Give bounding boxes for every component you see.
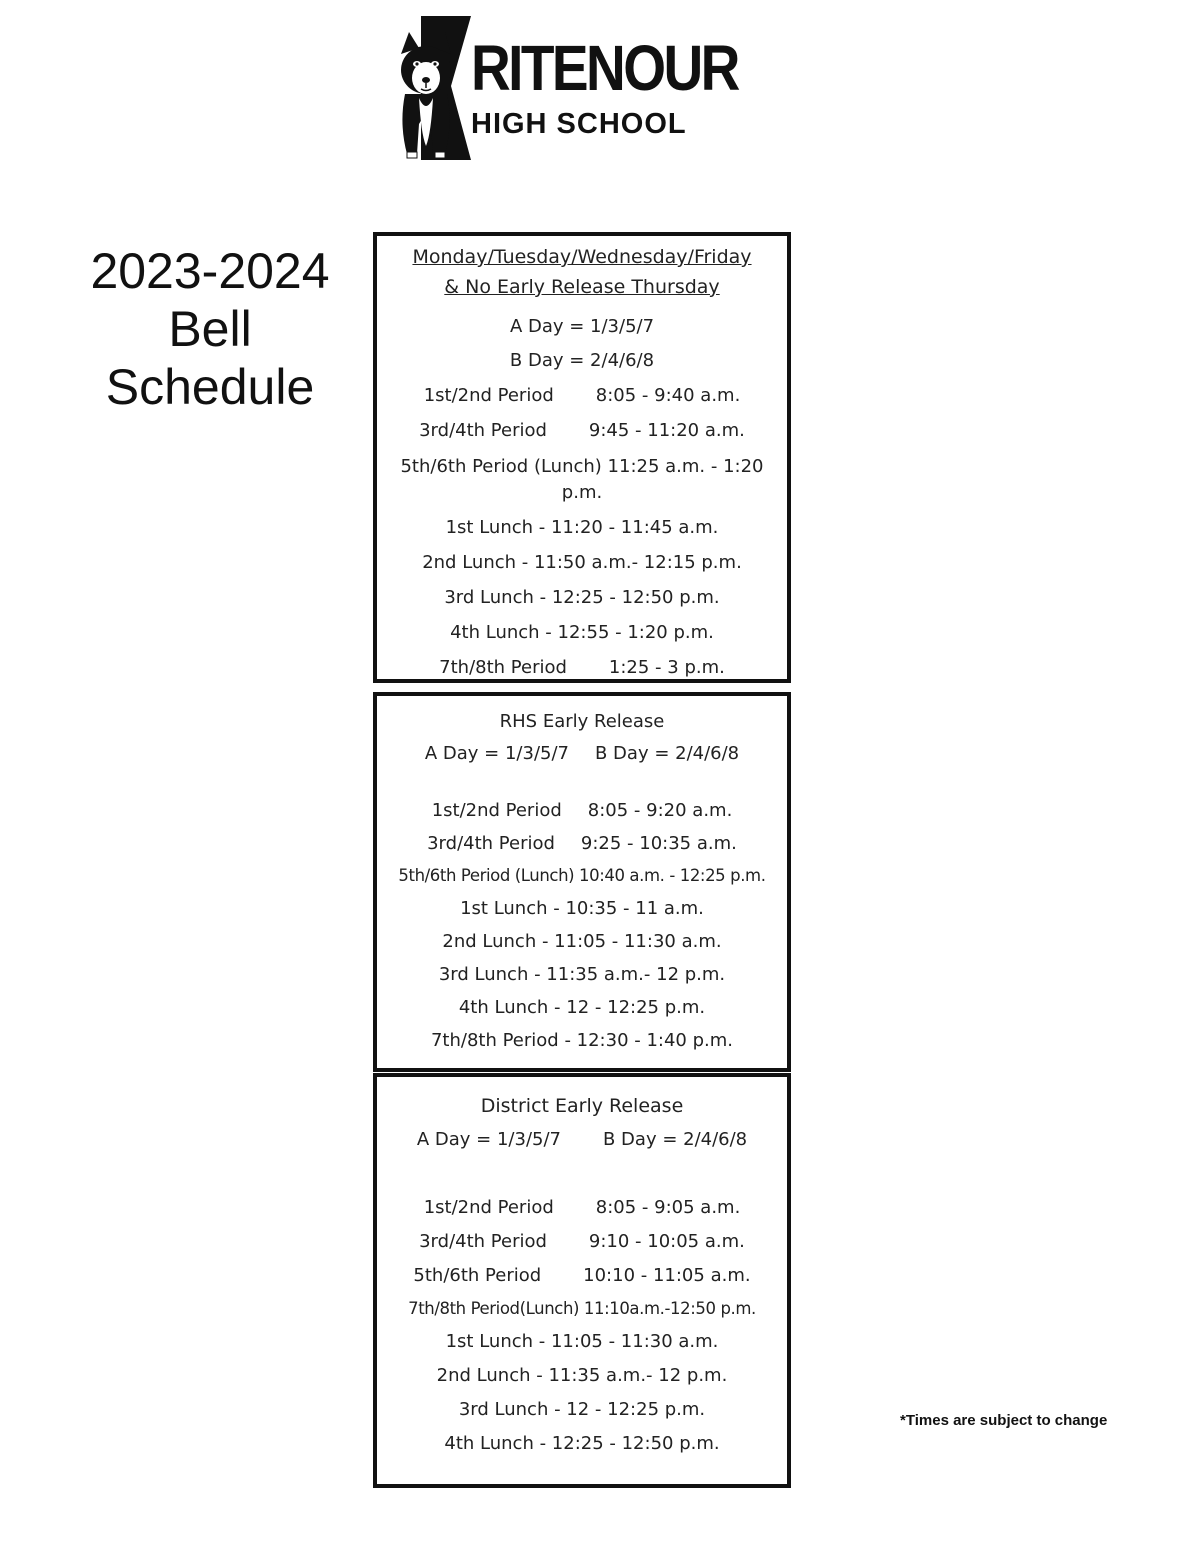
rhs-lunch-4: 4th Lunch - 12 - 12:25 p.m. — [458, 997, 706, 1018]
rhs-day-row — [377, 738, 787, 770]
rhs-period-row — [377, 827, 787, 860]
regular-lunch-1: 1st Lunch - 11:20 - 11:45 a.m. — [445, 517, 719, 538]
page-title — [60, 242, 360, 416]
district-lunch-period: 7th/8th Period(Lunch) 11:10a.m.-12:50 p.m. — [408, 1299, 756, 1318]
regular-lunch-3: 3rd Lunch - 12:25 - 12:50 p.m. — [444, 587, 720, 608]
district-b-day: B Day = 2/4/6/8 — [602, 1129, 748, 1150]
period-time: 10:10 - 11:05 a.m. — [583, 1265, 751, 1286]
title-schedule: Schedule — [105, 359, 315, 415]
district-lunch-4: 4th Lunch - 12:25 - 12:50 p.m. — [444, 1433, 720, 1454]
regular-schedule-box — [373, 232, 791, 683]
regular-a-day: A Day = 1/3/5/7 — [509, 316, 655, 337]
title-bell: Bell — [168, 301, 252, 357]
regular-lunch-period: 5th/6th Period (Lunch) 11:25 a.m. - 1:20 p.m. — [400, 456, 764, 503]
rhs-b-day: B Day = 2/4/6/8 — [594, 743, 740, 764]
district-lunch-3: 3rd Lunch - 12 - 12:25 p.m. — [458, 1399, 706, 1420]
regular-period-row — [377, 378, 787, 413]
rhs-a-day: A Day = 1/3/5/7 — [424, 743, 569, 764]
period-label: 3rd/4th Period — [419, 420, 547, 441]
district-heading: District Early Release — [480, 1095, 684, 1117]
rhs-lunch-3: 3rd Lunch - 11:35 a.m.- 12 p.m. — [438, 964, 726, 985]
period-time: 9:25 - 10:35 a.m. — [580, 833, 737, 854]
district-lunch-1: 1st Lunch - 11:05 - 11:30 a.m. — [445, 1331, 719, 1352]
period-label: 5th/6th Period — [413, 1265, 542, 1286]
district-a-day: A Day = 1/3/5/7 — [416, 1129, 561, 1150]
district-lunch-2: 2nd Lunch - 11:35 a.m.- 12 p.m. — [436, 1365, 728, 1386]
regular-lunch-4: 4th Lunch - 12:55 - 1:20 p.m. — [450, 622, 714, 643]
regular-period-row — [377, 413, 787, 448]
district-period-row — [377, 1259, 787, 1293]
rhs-early-release-box — [373, 692, 791, 1072]
period-time: 8:05 - 9:40 a.m. — [595, 385, 741, 406]
period-label: 1st/2nd Period — [423, 385, 554, 406]
rhs-period-row — [377, 794, 787, 827]
period-label: 3rd/4th Period — [419, 1231, 547, 1252]
rhs-lunch-1: 1st Lunch - 10:35 - 11 a.m. — [460, 898, 704, 919]
title-years: 2023-2024 — [90, 243, 330, 299]
rhs-lunch-period: 5th/6th Period (Lunch) 10:40 a.m. - 12:25 p.m. — [398, 866, 766, 885]
regular-lunch-2: 2nd Lunch - 11:50 a.m.- 12:15 p.m. — [422, 552, 742, 573]
district-day-row — [377, 1123, 787, 1157]
regular-heading-days: Monday/Tuesday/Wednesday/Friday — [412, 246, 752, 268]
rhs-heading: RHS Early Release — [499, 711, 665, 732]
regular-heading-thursday: & No Early Release Thursday — [444, 276, 720, 298]
period-time: 9:45 - 11:20 a.m. — [588, 420, 745, 441]
period-time: 8:05 - 9:05 a.m. — [595, 1197, 741, 1218]
period-label: 1st/2nd Period — [423, 1197, 554, 1218]
regular-last-period — [377, 650, 787, 685]
times-subject-to-change-note: *Times are subject to change — [900, 1412, 1108, 1429]
logo-school-name: RITENOUR — [471, 32, 738, 104]
regular-b-day: B Day = 2/4/6/8 — [509, 350, 655, 371]
district-early-release-box — [373, 1073, 791, 1488]
logo-high-school-text: HIGH SCHOOL — [471, 108, 687, 140]
period-label: 1st/2nd Period — [431, 800, 562, 821]
period-label: 3rd/4th Period — [427, 833, 555, 854]
period-label: 7th/8th Period — [439, 657, 567, 678]
period-time: 9:10 - 10:05 a.m. — [588, 1231, 745, 1252]
period-time: 8:05 - 9:20 a.m. — [587, 800, 733, 821]
district-period-row — [377, 1225, 787, 1259]
period-time: 1:25 - 3 p.m. — [608, 657, 725, 678]
rhs-lunch-2: 2nd Lunch - 11:05 - 11:30 a.m. — [442, 931, 722, 952]
district-period-row — [377, 1191, 787, 1225]
rhs-last-period: 7th/8th Period - 12:30 - 1:40 p.m. — [430, 1030, 734, 1051]
school-logo — [395, 14, 738, 164]
